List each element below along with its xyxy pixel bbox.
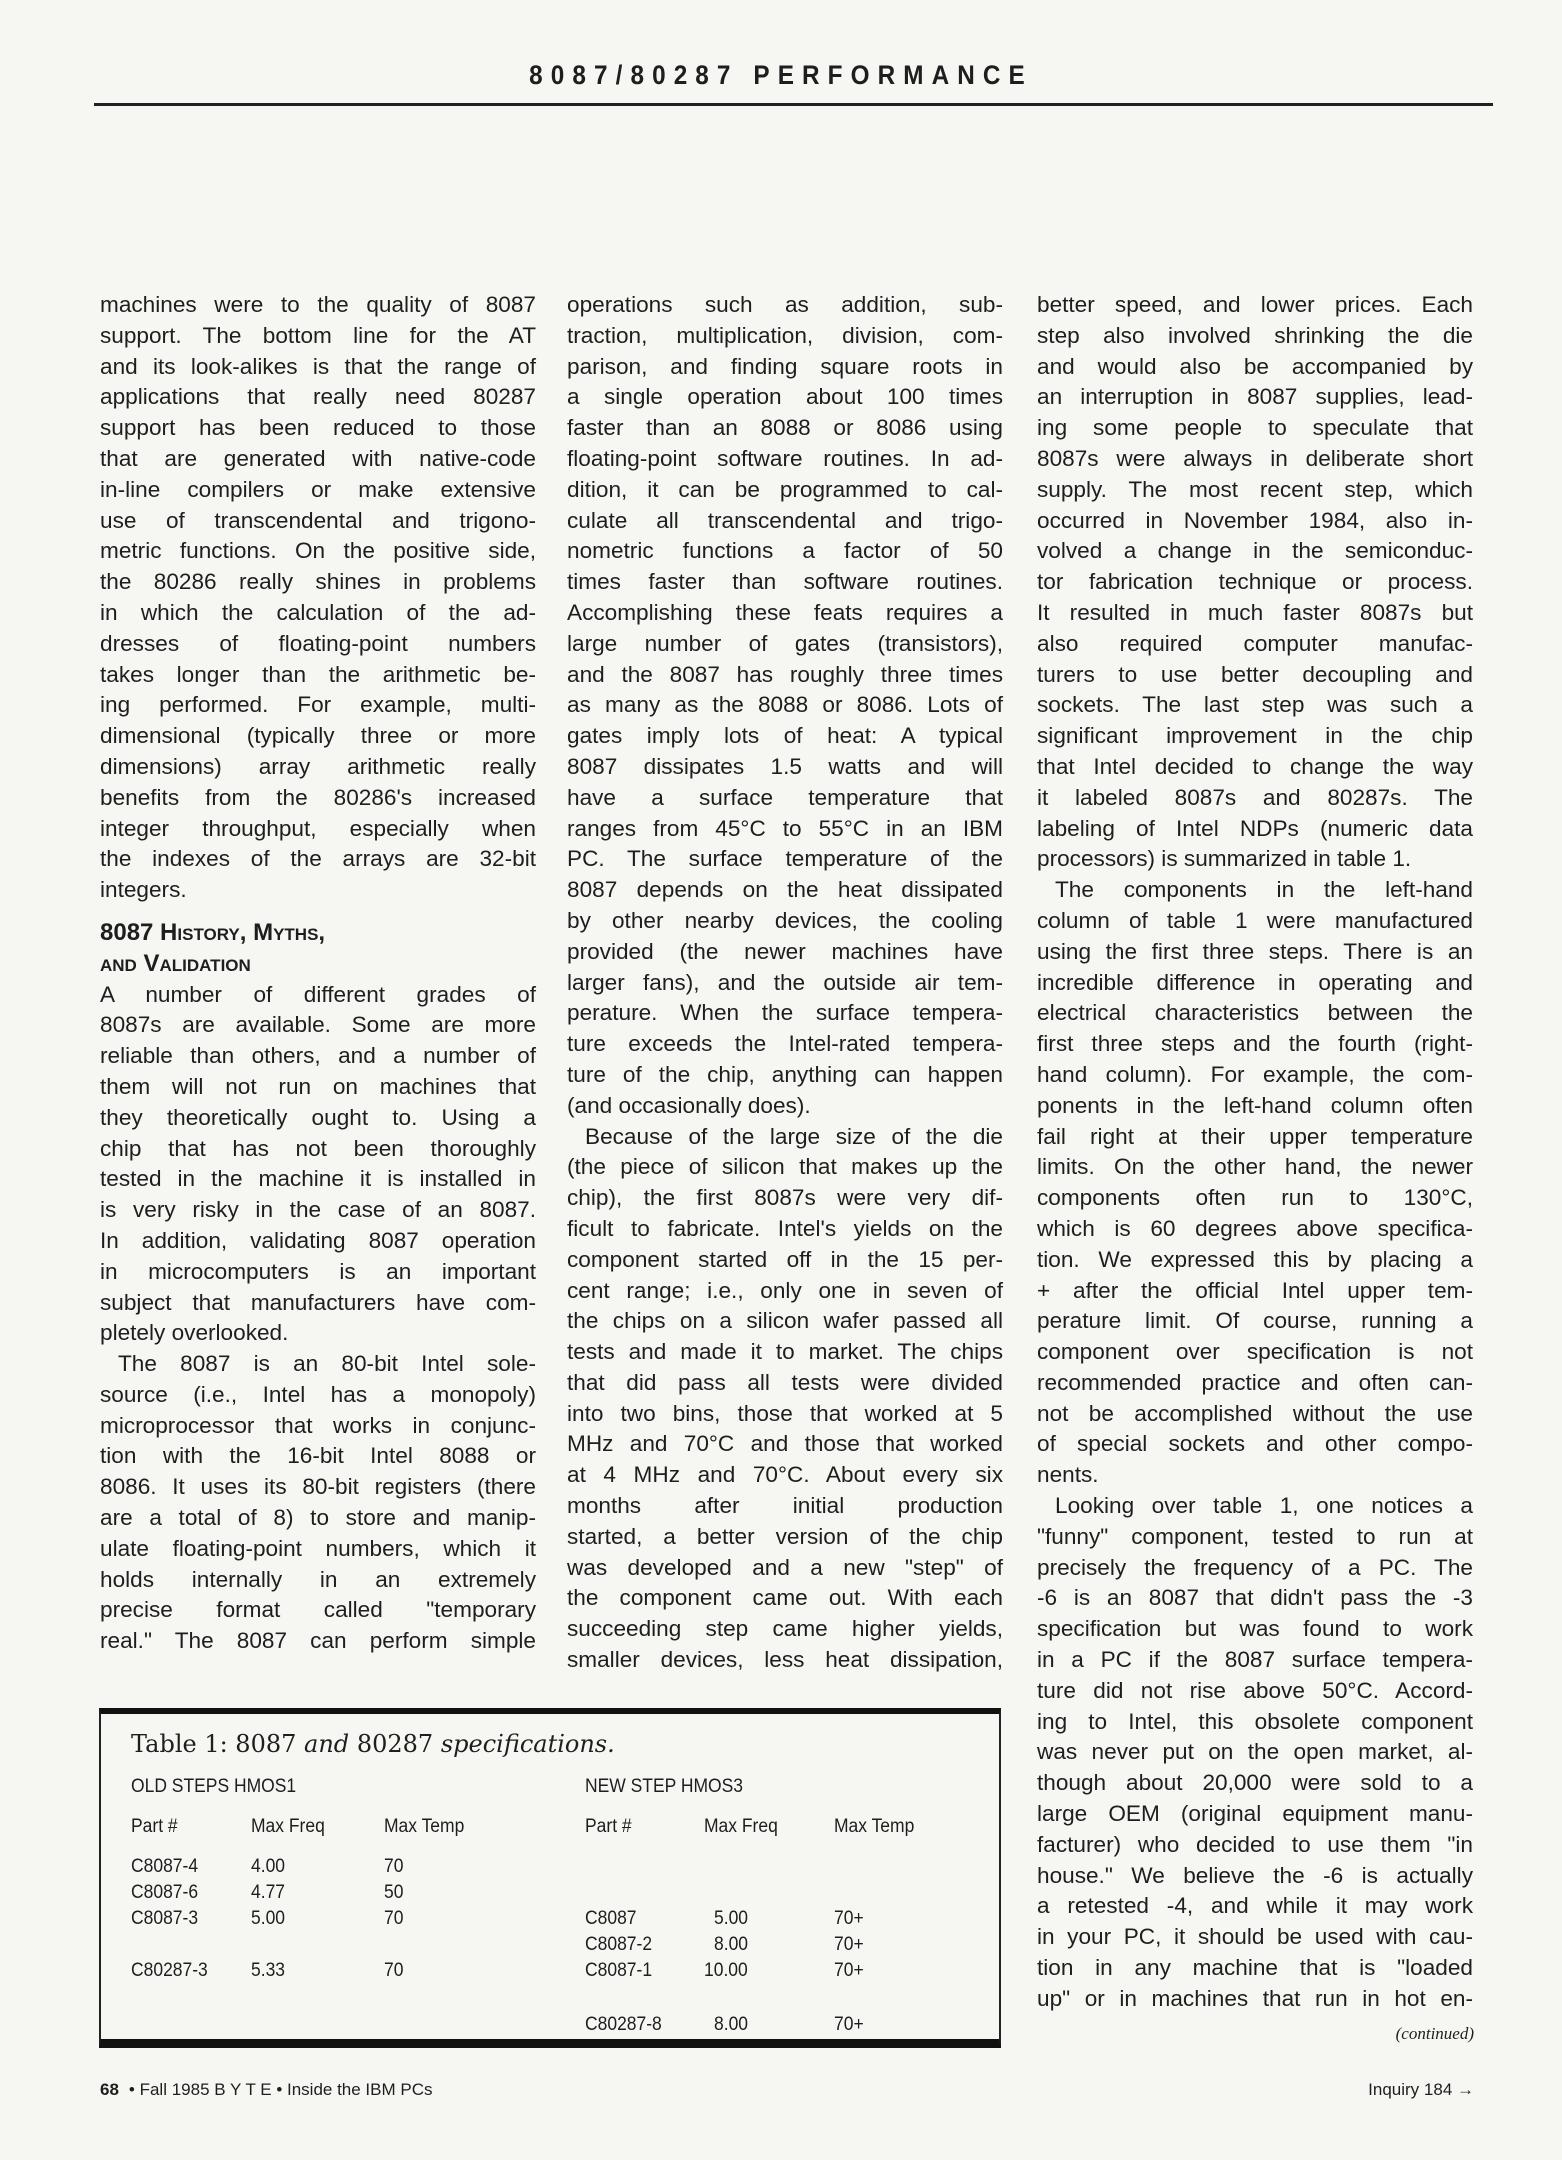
text-line: specification but was found to work (1037, 1616, 1473, 1642)
text-line: ulate floating-point numbers, which it (100, 1535, 536, 1561)
table-cell: C80287-3 (131, 1960, 208, 1981)
page-number: 68 (100, 2080, 119, 2099)
text-line: that Intel decided to change the way (1037, 753, 1473, 779)
table-cell: 70+ (834, 1960, 864, 1981)
continued-note: (continued) (1395, 2024, 1474, 2043)
text-line: months after initial production (567, 1493, 1003, 1519)
table-cell: C8087-3 (131, 1908, 199, 1929)
text-line: pletely overlooked. (100, 1320, 289, 1346)
table-cell: 10.00 (704, 1960, 748, 1981)
text-line: real." The 8087 can perform simple (100, 1628, 536, 1654)
text-line: ranges from 45°C to 55°C in an IBM (567, 815, 1003, 841)
text-line: faster than an 8088 or 8086 using (567, 415, 1003, 441)
text-line: also required computer manufac- (1037, 630, 1473, 656)
article-column-1 (100, 290, 536, 1657)
text-line: larger fans), and the outside air tem- (567, 969, 1003, 995)
text-line: component over specification is not (1037, 1339, 1473, 1365)
table-cell: C80287-8 (585, 2014, 662, 2035)
text-line: processors) is summarized in table 1. (1037, 846, 1412, 872)
text-line: It resulted in much faster 8087s but (1037, 599, 1473, 625)
caption-text: Table 1: 8087 (131, 1730, 297, 1758)
text-line: traction, multiplication, division, com- (567, 322, 1003, 348)
table-cell: 8.00 (714, 1934, 749, 1955)
table-cell: 4.77 (251, 1882, 286, 1903)
text-line: nometric functions a factor of 50 (567, 538, 1003, 564)
text-line: support has been reduced to those (100, 415, 536, 441)
text-line: the component came out. With each (567, 1585, 1003, 1611)
text-line: up" or in machines that run in hot en- (1037, 1985, 1473, 2011)
text-line: that are generated with native-code (100, 445, 536, 471)
text-line: use of transcendental and trigono- (100, 507, 536, 533)
inquiry-number: Inquiry 184 → (1368, 2080, 1474, 2099)
table-cell: 70+ (834, 1934, 864, 1955)
text-line: using the first three steps. There is an (1037, 938, 1473, 964)
text-line: and its look-alikes is that the range of (100, 353, 536, 379)
caption-text: and (304, 1730, 350, 1758)
text-line: it labeled 8087s and 80287s. The (1037, 784, 1473, 810)
text-line: tion in any machine that is "loaded (1037, 1955, 1473, 1981)
text-line: perature limit. Of course, running a (1037, 1308, 1473, 1334)
text-line: ing to Intel, this obsolete component (1037, 1708, 1473, 1734)
text-line: that did pass all tests were divided (567, 1369, 1003, 1395)
text-line: by other nearby devices, the cooling (567, 907, 1003, 933)
table-cell: 5.00 (714, 1908, 749, 1929)
text-line: was never put on the open market, al- (1037, 1739, 1473, 1765)
text-line: The 8087 is an 80-bit Intel sole- (118, 1351, 536, 1377)
text-line: reliable than others, and a number of (100, 1043, 536, 1069)
text-line: The components in the left-hand (1055, 877, 1473, 903)
text-line: is very risky in the case of an 8087. (100, 1197, 536, 1223)
text-line: tion. We expressed this by placing a (1037, 1246, 1473, 1272)
text-line: sockets. The last step was such a (1037, 692, 1473, 718)
article-column-2 (567, 290, 1003, 1676)
text-line: first three steps and the fourth (right- (1037, 1031, 1473, 1057)
column-header: Max Freq (251, 1816, 325, 1837)
table-cell: 4.00 (251, 1856, 286, 1877)
text-line: was developed and a new "step" of (567, 1554, 1003, 1580)
text-line: ficult to fabricate. Intel's yields on the (567, 1215, 1003, 1241)
text-line: holds internally in an extremely (100, 1566, 536, 1592)
text-line: a retested -4, and while it may work (1037, 1893, 1473, 1919)
text-line: (and occasionally does). (567, 1092, 811, 1118)
text-line: volved a change in the semiconduc- (1037, 538, 1473, 564)
text-line: metric functions. On the positive side, (100, 538, 536, 564)
issue-info: • Fall 1985 B Y T E • Inside the IBM PCs (128, 2080, 433, 2099)
table-cell: 5.00 (251, 1908, 286, 1929)
text-line: ing performed. For example, multi- (100, 692, 536, 718)
text-line: ing some people to speculate that (1037, 415, 1473, 441)
table-cell: 70 (384, 1960, 404, 1981)
text-line: precisely the frequency of a PC. The (1037, 1554, 1473, 1580)
column-header: Part # (585, 1816, 632, 1837)
text-line: ture did not rise above 50°C. Accord- (1037, 1677, 1473, 1703)
text-line: significant improvement in the chip (1037, 723, 1473, 749)
text-line: support. The bottom line for the AT (100, 322, 536, 348)
table-cell: 70+ (834, 1908, 864, 1929)
table-cell: C8087-2 (585, 1934, 653, 1955)
table-cell: 50 (384, 1882, 404, 1903)
text-line: and would also be accompanied by (1037, 353, 1473, 379)
text-line: in your PC, it should be used with cau- (1037, 1924, 1473, 1950)
text-line: fail right at their upper temperature (1037, 1123, 1473, 1149)
text-line: the 80286 really shines in problems (100, 569, 536, 595)
text-line: ture exceeds the Intel-rated tempera- (567, 1031, 1003, 1057)
text-line: house." We believe the -6 is actually (1037, 1862, 1473, 1888)
text-line: "funny" component, tested to run at (1037, 1523, 1473, 1549)
text-line: the chips on a silicon wafer passed all (567, 1308, 1003, 1334)
text-line: (the piece of silicon that makes up the (567, 1154, 1003, 1180)
section-heading: and Validation (100, 949, 251, 977)
table-cell: 70 (384, 1908, 404, 1929)
text-line: source (i.e., Intel has a monopoly) (100, 1381, 536, 1407)
table-cell: C8087 (585, 1908, 637, 1929)
text-line: dimensions) array arithmetic really (100, 753, 536, 779)
text-line: takes longer than the arithmetic be- (100, 661, 536, 687)
text-line: components often run to 130°C, (1037, 1185, 1473, 1211)
text-line: facturer) who decided to use them "in (1037, 1831, 1473, 1857)
text-line: culate all transcendental and trigo- (567, 507, 1003, 533)
text-line: precise format called "temporary (100, 1597, 536, 1623)
column-header: Max Temp (384, 1816, 465, 1837)
text-line: chip that has not been thoroughly (100, 1135, 536, 1161)
column-header: Part # (131, 1816, 178, 1837)
running-title: 8087/80287 PERFORMANCE (529, 60, 1033, 90)
caption-text: 80287 (356, 1730, 434, 1758)
text-line: have a surface temperature that (567, 784, 1003, 810)
table-cell: 70 (384, 1856, 404, 1877)
text-line: chip), the first 8087s were very dif- (567, 1185, 1003, 1211)
text-line: not be accomplished without the use (1037, 1400, 1473, 1426)
text-line: applications that really need 80287 (100, 384, 536, 410)
text-line: Because of the large size of the die (585, 1123, 1003, 1149)
spec-table (99, 1708, 1001, 2048)
column-header: Max Temp (834, 1816, 915, 1837)
text-line: smaller devices, less heat dissipation, (567, 1647, 1003, 1673)
text-line: PC. The surface temperature of the (567, 846, 1003, 872)
text-line: ture of the chip, anything can happen (567, 1061, 1003, 1087)
text-line: turers to use better decoupling and (1037, 661, 1473, 687)
text-line: are a total of 8) to store and manip- (100, 1505, 536, 1531)
table-cell: C8087-4 (131, 1856, 199, 1877)
text-line: MHz and 70°C and those that worked (567, 1431, 1003, 1457)
text-line: subject that manufacturers have com- (100, 1289, 536, 1315)
text-line: perature. When the surface tempera- (567, 1000, 1003, 1026)
section-heading: 8087 History, Myths, (100, 918, 326, 946)
text-line: dimensional (typically three or more (100, 723, 536, 749)
text-line: a single operation about 100 times (567, 384, 1003, 410)
text-line: better speed, and lower prices. Each (1037, 292, 1473, 317)
text-line: tests and made it to market. The chips (567, 1339, 1003, 1365)
text-line: hand column). For example, the com- (1037, 1061, 1473, 1087)
text-line: cent range; i.e., only one in seven of (567, 1277, 1003, 1303)
text-line: times faster than software routines. (567, 569, 1003, 595)
text-line: integers. (100, 877, 187, 903)
text-line: provided (the newer machines have (567, 938, 1003, 964)
text-line: at 4 MHz and 70°C. About every six (567, 1462, 1003, 1488)
text-line: machines were to the quality of 8087 (100, 292, 536, 317)
text-line: nents. (1037, 1462, 1099, 1488)
text-line: in-line compilers or make extensive (100, 476, 536, 502)
text-line: ponents in the left-hand column often (1037, 1092, 1473, 1118)
column-header: Max Freq (704, 1816, 778, 1837)
text-line: in a PC if the 8087 surface tempera- (1037, 1647, 1473, 1673)
text-line: 8087 depends on the heat dissipated (567, 877, 1003, 903)
text-line: limits. On the other hand, the newer (1037, 1154, 1473, 1180)
text-line: integer throughput, especially when (100, 815, 536, 841)
text-line: they theoretically ought to. Using a (100, 1104, 536, 1130)
table-group-heading: NEW STEP HMOS3 (585, 1776, 743, 1797)
text-line: as many as the 8088 or 8086. Lots of (567, 692, 1003, 718)
table-cell: 5.33 (251, 1960, 286, 1981)
text-line: 8087s are available. Some are more (100, 1012, 536, 1038)
text-line: 8086. It uses its 80-bit registers (there (100, 1474, 536, 1500)
text-line: supply. The most recent step, which (1037, 476, 1473, 502)
text-line: operations such as addition, sub- (567, 292, 1003, 317)
text-line: succeeding step came higher yields, (567, 1616, 1003, 1642)
text-line: Looking over table 1, one notices a (1055, 1493, 1473, 1519)
text-line: incredible difference in operating and (1037, 969, 1473, 995)
table-group-heading: OLD STEPS HMOS1 (131, 1776, 297, 1797)
text-line: 8087s were always in deliberate short (1037, 445, 1473, 471)
text-line: floating-point software routines. In ad- (567, 445, 1003, 471)
text-line: which is 60 degrees above specifica- (1037, 1215, 1473, 1241)
text-line: in which the calculation of the ad- (100, 599, 536, 625)
caption-text: specifications. (440, 1730, 615, 1758)
text-line: electrical characteristics between the (1037, 1000, 1473, 1026)
text-line: benefits from the 80286's increased (100, 784, 536, 810)
text-line: tion with the 16-bit Intel 8088 or (100, 1443, 536, 1469)
text-line: the indexes of the arrays are 32-bit (100, 846, 536, 872)
table-cell: 8.00 (714, 2014, 749, 2035)
text-line: large number of gates (transistors), (567, 630, 1003, 656)
page-footer (100, 2080, 433, 2100)
text-line: and the 8087 has roughly three times (567, 661, 1003, 687)
text-line: -6 is an 8087 that didn't pass the -3 (1037, 1585, 1473, 1611)
text-line: of special sockets and other compo- (1037, 1431, 1473, 1457)
text-line: column of table 1 were manufactured (1037, 907, 1473, 933)
text-line: started, a better version of the chip (567, 1523, 1003, 1549)
table-cell: C8087-1 (585, 1960, 653, 1981)
text-line: an interruption in 8087 supplies, lead- (1037, 384, 1473, 410)
text-line: component started off in the 15 per- (567, 1246, 1003, 1272)
text-line: into two bins, those that worked at 5 (567, 1400, 1003, 1426)
text-line: 8087 dissipates 1.5 watts and will (567, 753, 1003, 779)
text-line: recommended practice and often can- (1037, 1369, 1473, 1395)
text-line: dresses of floating-point numbers (100, 630, 536, 656)
table-caption (131, 1730, 615, 1758)
text-line: microprocessor that works in conjunc- (100, 1412, 536, 1438)
text-line: occurred in November 1984, also in- (1037, 507, 1473, 533)
text-line: tested in the machine it is installed in (100, 1166, 536, 1192)
text-line: + after the official Intel upper tem- (1037, 1277, 1473, 1303)
text-line: them will not run on machines that (100, 1073, 536, 1099)
text-line: though about 20,000 were sold to a (1037, 1770, 1473, 1796)
text-line: gates imply lots of heat: A typical (567, 723, 1003, 749)
text-line: In addition, validating 8087 operation (100, 1227, 536, 1253)
table-cell: 70+ (834, 2014, 864, 2035)
text-line: A number of different grades of (100, 981, 536, 1007)
text-line: tor fabrication technique or process. (1037, 569, 1473, 595)
text-line: parison, and finding square roots in (567, 353, 1003, 379)
text-line: in microcomputers is an important (100, 1258, 536, 1284)
table-cell: C8087-6 (131, 1882, 199, 1903)
text-line: dition, it can be programmed to cal- (567, 476, 1003, 502)
header-rule (94, 103, 1493, 106)
text-line: labeling of Intel NDPs (numeric data (1037, 815, 1473, 841)
text-line: step also involved shrinking the die (1037, 322, 1473, 348)
text-line: large OEM (original equipment manu- (1037, 1801, 1473, 1827)
text-line: Accomplishing these feats requires a (567, 599, 1003, 625)
article-column-3 (1037, 290, 1473, 2015)
